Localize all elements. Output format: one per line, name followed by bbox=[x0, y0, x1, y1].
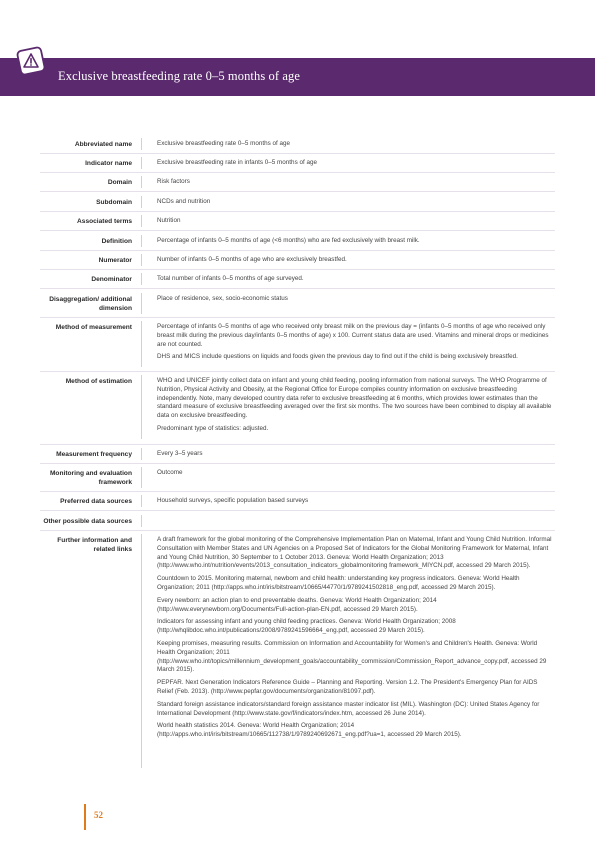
row-content: Outcome bbox=[157, 469, 183, 476]
footer-accent-bar bbox=[84, 804, 86, 830]
row-rule bbox=[40, 530, 555, 531]
row-divider bbox=[141, 215, 142, 227]
row-label: Preferred data sources bbox=[60, 498, 132, 505]
title-banner bbox=[0, 58, 595, 96]
row-divider bbox=[141, 176, 142, 188]
row-content: Percentage of infants 0–5 months of age who received only breast milk on the previous day = (infants 0–5 months of age who received only breast milk during the previous day/infants 0–5 months of age) x 100. Current status data are used. Vitamins and mineral drops or medicines are not counted. DHS and MICS include questions on liquids and foods given the previous day to find out if the child is being exclusively breastfed. bbox=[157, 323, 549, 361]
row-label: Indicator name bbox=[85, 160, 132, 167]
row-divider bbox=[141, 467, 142, 488]
row-rule bbox=[40, 153, 555, 154]
row-label: Method of estimation bbox=[65, 378, 132, 385]
row-label: Other possible data sources bbox=[43, 518, 132, 525]
row-content: Risk factors bbox=[157, 178, 190, 185]
row-label: Numerator bbox=[98, 257, 132, 264]
row-divider bbox=[141, 157, 142, 169]
row-content: Exclusive breastfeeding rate in infants 0–5 months of age bbox=[157, 159, 317, 166]
row-content: A draft framework for the global monitoring of the Comprehensive Implementation Plan on Maternal, Infant and Young Child Nutrition. Informal Consultation with Member States and UN Agencies on a Proposed Set of Indicators for the Global Monitoring Framework for Maternal, Infant and Young Child Nutrition, 30 September to 1 October 2013. Geneva: World Health Organization; 2013 (http://www.who.int/nutrition/events/2013_consultation_indicators_globalmonitoring framework_MIYCN.pdf, accessed 29 March 2015). Countdown to 2015. Monitoring maternal, newborn and child health: understanding key progress indicators. Geneva: World Health Organization; 2011 (http://apps.who.int/iris/bitstream/10665/44770/1/9789241502818_eng.pdf, accessed 29 March 2015). Every newborn: an action plan to end preventable deaths. Geneva: World Health Organization; 2014 (http://www.everynewborn.org/Documents/Full-action-plan-EN.pdf, accessed 29 March 2015). Indicators for assessing infant and young child feeding practices. Geneva: World Health Organization; 2008 (http://whqlibdoc.who.int/publications/2008/9789241596664_eng.pdf, accessed 29 March 2015). Keeping promises, measuring results. Commission on Information and Accountability for Women's and Children's Health. Geneva: World Health Organization; 2011 (http://www.who.int/topics/millennium_development_goals/accountability_commission/Commission_Report_advance_copy.pdf, accessed 29 March 2015). PEPFAR. Next Generation Indicators Reference Guide – Planning and Reporting. Version 1.2. The President's Emergency Plan for AIDS Relief (Feb. 2013). (http://www.pepfar.gov/documents/organization/81097.pdf). Standard foreign assistance indicators/standard foreign assistance master indicator list (MIL). Washington (DC): United States Agency for International Development (http://www.state.gov/f/indicators/index.htm, accessed 26 June 2014). World health statistics 2014. Geneva: World Health Organization; 2014 (http://apps.who.int/iris/bitstream/10665/112738/1/9789240692671_eng.pdf?ua=1, accessed 29 March 2015). bbox=[157, 536, 552, 739]
row-rule bbox=[40, 288, 555, 289]
row-label: Denominator bbox=[91, 276, 132, 283]
row-label: Abbreviated name bbox=[74, 141, 132, 148]
row-rule bbox=[40, 510, 555, 511]
row-content: WHO and UNICEF jointly collect data on infant and young child feeding, pooling information from national surveys. The WHO Programme of Nutrition, Physical Activity and Obesity, at the Regional Office for Europe compiles country information on exclusive breastfeeding independently. Note, many developed country data refer to exclusive breastfeeding at 6 months, which provides lower estimates than the standard measure of exclusive breastfeeding averaged over the first six months. The two sources have been combined to display all available data on exclusive breastfeeding. Predominant type of statistics: adjusted. bbox=[157, 377, 552, 432]
row-rule bbox=[40, 250, 555, 251]
row-content: NCDs and nutrition bbox=[157, 198, 211, 205]
row-content: Number of infants 0–5 months of age who are exclusively breastfed. bbox=[157, 256, 347, 263]
row-content: Nutrition bbox=[157, 217, 181, 224]
row-rule bbox=[40, 211, 555, 212]
row-label: Method of measurement bbox=[55, 324, 132, 331]
row-rule bbox=[40, 172, 555, 173]
row-label: Further information and related links bbox=[57, 537, 132, 553]
row-label: Definition bbox=[101, 238, 132, 245]
row-divider bbox=[141, 235, 142, 247]
page-title: Exclusive breastfeeding rate 0–5 months of age bbox=[58, 69, 301, 83]
row-divider bbox=[141, 495, 142, 507]
row-divider bbox=[141, 254, 142, 266]
row-content: Place of residence, sex, socio-economic status bbox=[157, 295, 288, 302]
row-divider bbox=[141, 138, 142, 150]
row-label: Monitoring and evaluation framework bbox=[49, 470, 132, 486]
row-label: Domain bbox=[107, 179, 132, 186]
row-content: Exclusive breastfeeding rate 0–5 months of age bbox=[157, 140, 291, 147]
row-divider bbox=[141, 196, 142, 208]
warning-triangle-icon bbox=[14, 44, 48, 78]
row-rule bbox=[40, 491, 555, 492]
row-rule bbox=[40, 317, 555, 318]
row-divider bbox=[141, 273, 142, 285]
row-content: Household surveys, specific population based surveys bbox=[157, 497, 309, 504]
row-divider bbox=[141, 293, 142, 314]
row-divider bbox=[141, 448, 142, 460]
row-divider bbox=[141, 534, 142, 768]
row-divider bbox=[141, 515, 142, 527]
row-label: Associated terms bbox=[77, 218, 132, 225]
row-rule bbox=[40, 269, 555, 270]
row-rule bbox=[40, 371, 555, 372]
row-content: Every 3–5 years bbox=[157, 450, 203, 457]
row-rule bbox=[40, 463, 555, 464]
row-rule bbox=[40, 191, 555, 192]
row-label: Disaggregation/ additional dimension bbox=[49, 296, 132, 312]
row-divider bbox=[141, 321, 142, 367]
row-content: Percentage of infants 0–5 months of age (<6 months) who are fed exclusively with breast milk. bbox=[157, 237, 420, 244]
row-rule bbox=[40, 444, 555, 445]
row-rule bbox=[40, 230, 555, 231]
row-divider bbox=[141, 375, 142, 439]
page-number: 52 bbox=[94, 810, 103, 820]
row-label: Subdomain bbox=[96, 199, 132, 206]
row-content: Total number of infants 0–5 months of age surveyed. bbox=[157, 275, 304, 282]
row-label: Measurement frequency bbox=[56, 451, 132, 458]
